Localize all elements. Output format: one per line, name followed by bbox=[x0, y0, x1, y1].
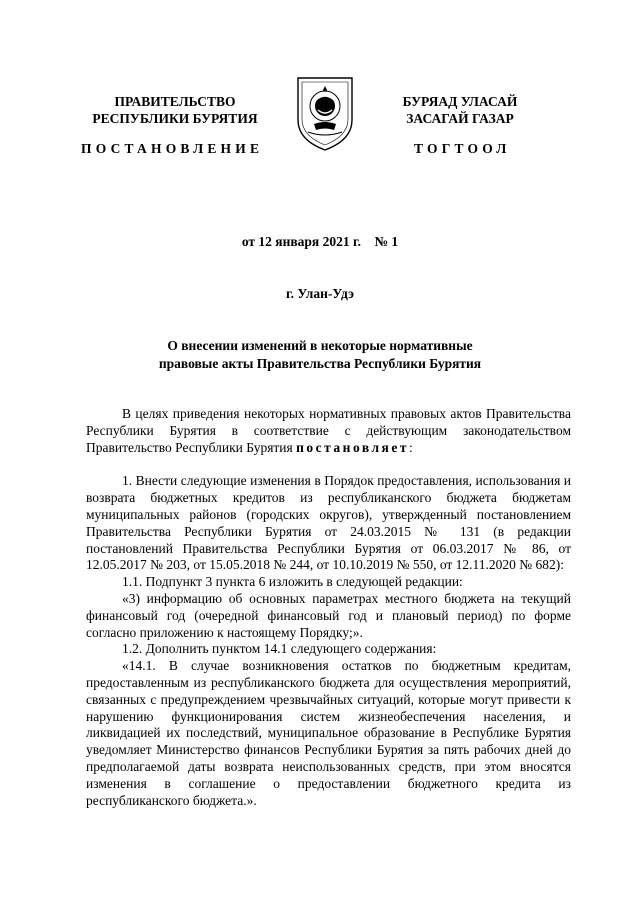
document-date-number bbox=[0, 234, 640, 250]
issuer-line-1: ПРАВИТЕЛЬСТВО bbox=[114, 94, 236, 109]
issuer-name-buryat bbox=[375, 93, 545, 127]
document-title bbox=[0, 337, 640, 373]
title-line-1: О внесении изменений в некоторые нормативные bbox=[167, 338, 473, 353]
document-type-russian: ПОСТАНОВЛЕНИЕ bbox=[81, 141, 264, 156]
decree-word: постановляет bbox=[296, 439, 409, 455]
emblem-graphic bbox=[294, 72, 356, 152]
document-body bbox=[86, 406, 571, 809]
title-line-2: правовые акты Правительства Республики Бурятия bbox=[158, 356, 482, 371]
paragraph-1-2-text: «14.1. В случае возникновения остатков по бюджетным кредитам, предоставленным из республиканского бюджета для осуществления мероприятий, связанных с предупреждением чрезвычайных ситуаций, которые могут привести к нарушению функционирования систем жизнеобеспечения населения, и ликвидацией их последствий, муниципальное образование в Республике Бурятия уведомляет Министерство финансов Республики Бурятия за пять рабочих дней до предполагаемой даты возврата неиспользованных средств, при этом вносятся изменения в соглашение о предоставлении бюджетного кредита из республиканского бюджета.». bbox=[86, 658, 571, 808]
issuer-name-russian bbox=[70, 93, 280, 127]
document-city: г. Улан-Удэ bbox=[286, 286, 354, 301]
paragraph-1-1-text: «3) информацию об основных параметрах местного бюджета на текущий финансовый год (очередной финансовый год и плановый период) по форме согласно приложению к настоящему Порядку;». bbox=[86, 590, 571, 640]
issuer-buryat-line-1: БУРЯАД УЛАСАЙ bbox=[402, 94, 518, 109]
issuer-buryat-line-2: ЗАСАГАЙ ГАЗАР bbox=[406, 111, 514, 126]
paragraph-1-2: 1.2. Дополнить пунктом 14.1 следующего содержания: bbox=[122, 641, 437, 657]
paragraph-1: 1. Внести следующие изменения в Порядок предоставления, использования и возврата бюджетных кредитов из республиканского бюджета бюджетам муниципальных районов (городских округов), утвержденный постановлением Правительства Республики Бурятия от 24.03.2015 № 131 (в редакции постановлений Правительства Республики Бурятия от 06.03.2017 № 86, от 12.05.2017 № 203, от 15.05.2018 № 244, от 10.10.2019 № 550, от 12.11.2020 № 682): bbox=[86, 473, 571, 573]
paragraph-1-1: 1.1. Подпункт 3 пункта 6 изложить в следующей редакции: bbox=[122, 574, 463, 590]
document-type-buryat: ТОГТООЛ bbox=[414, 141, 511, 156]
preamble-colon: : bbox=[408, 439, 413, 455]
issuer-line-2: РЕСПУБЛИКИ БУРЯТИЯ bbox=[92, 111, 258, 126]
preamble-paragraph bbox=[86, 406, 571, 456]
date-text: от 12 января 2021 г. № 1 bbox=[241, 234, 399, 249]
preamble-text: В целях приведения некоторых нормативных правовых актов Правительства Республики Бурятия в соответствие с действующим законодательством Правительство Республики Бурятия bbox=[86, 406, 571, 455]
buryatia-coat-of-arms-icon bbox=[294, 72, 356, 152]
